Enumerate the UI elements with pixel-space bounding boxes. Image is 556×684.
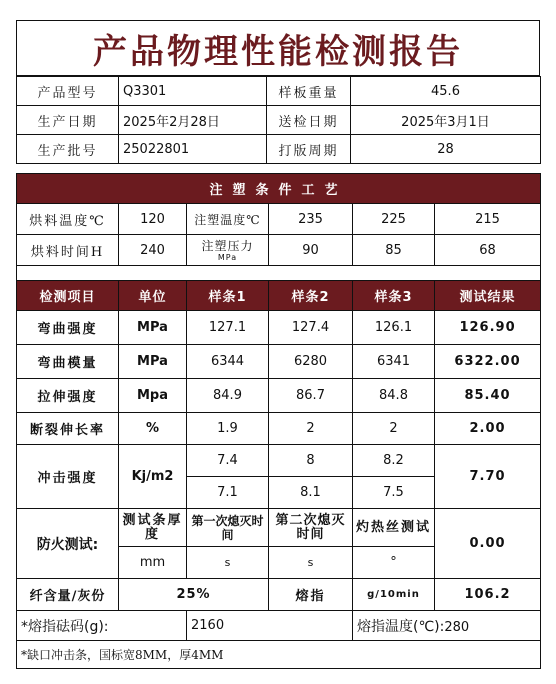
row-sample-1: 127.1 xyxy=(187,311,269,345)
impact-row-1 xyxy=(17,445,541,477)
impact-item: 冲击强度 xyxy=(17,445,119,509)
header-item: 检测项目 xyxy=(17,281,119,311)
melt-weight-value: 2160 xyxy=(187,611,353,641)
fire-first-header: 第一次熄灭时间 xyxy=(187,509,269,547)
process-banner: 注塑条件工艺 xyxy=(17,174,541,204)
header-sample-2: 样条2 xyxy=(269,281,353,311)
impact-sample-1b: 7.1 xyxy=(187,477,269,509)
dry-temp-value: 120 xyxy=(119,204,187,235)
row-sample-3: 2 xyxy=(353,413,435,445)
fiber-row xyxy=(17,579,541,611)
dry-time-value: 240 xyxy=(119,235,187,266)
date-value: 2025年2月28日 xyxy=(119,106,267,135)
impact-sample-2b: 8.1 xyxy=(269,477,353,509)
row-sample-3: 84.8 xyxy=(353,379,435,413)
row-item: 拉伸强度 xyxy=(17,379,119,413)
row-result: 126.90 xyxy=(435,311,541,345)
row-sample-2: 127.4 xyxy=(269,311,353,345)
melt-temp-cell xyxy=(353,611,541,641)
dry-time-label: 烘料时间H xyxy=(17,235,119,266)
row-sample-2: 2 xyxy=(269,413,353,445)
table-row xyxy=(17,311,541,345)
mold-temp-3: 215 xyxy=(435,204,541,235)
header-sample-3: 样条3 xyxy=(353,281,435,311)
row-sample-2: 6280 xyxy=(269,345,353,379)
fiber-label: 纤含量/灰份 xyxy=(17,579,119,611)
fire-thickness-unit: mm xyxy=(119,547,187,579)
fire-item: 防火测试: xyxy=(17,509,119,579)
batch-value: 25022801 xyxy=(119,135,267,164)
fire-glow-unit: ° xyxy=(353,547,435,579)
impact-sample-3a: 8.2 xyxy=(353,445,435,477)
weight-row xyxy=(17,611,541,641)
row-sample-3: 6341 xyxy=(353,345,435,379)
spacer-row xyxy=(17,266,541,281)
pressure-label-cell xyxy=(187,235,269,266)
melt-temp-label: 熔指温度(℃): xyxy=(357,618,445,635)
footnote: *缺口冲击条，国标宽8MM，厚4MM xyxy=(17,641,541,669)
mold-temp-1: 235 xyxy=(269,204,353,235)
results-table xyxy=(16,173,541,669)
row-sample-2: 86.7 xyxy=(269,379,353,413)
table-row xyxy=(17,345,541,379)
weight-value: 45.6 xyxy=(351,77,541,106)
pressure-2: 85 xyxy=(353,235,435,266)
dry-temp-label: 烘料温度℃ xyxy=(17,204,119,235)
melt-unit: g/10min xyxy=(353,579,435,611)
row-sample-1: 1.9 xyxy=(187,413,269,445)
row-item: 断裂伸长率 xyxy=(17,413,119,445)
fire-second-header: 第二次熄灭时间 xyxy=(269,509,353,547)
row-item: 弯曲强度 xyxy=(17,311,119,345)
row-unit: Mpa xyxy=(119,379,187,413)
header-unit: 单位 xyxy=(119,281,187,311)
model-label: 产品型号 xyxy=(17,77,119,106)
model-value: Q3301 xyxy=(119,77,267,106)
row-result: 6322.00 xyxy=(435,345,541,379)
melt-weight-label: *熔指砝码(g): xyxy=(17,611,187,641)
row-sample-3: 126.1 xyxy=(353,311,435,345)
fire-first-unit: s xyxy=(187,547,269,579)
impact-result: 7.70 xyxy=(435,445,541,509)
row-sample-1: 6344 xyxy=(187,345,269,379)
row-sample-1: 84.9 xyxy=(187,379,269,413)
note-row xyxy=(17,641,541,669)
row-unit: MPa xyxy=(119,345,187,379)
sent-label: 送检日期 xyxy=(267,106,351,135)
results-header-row xyxy=(17,281,541,311)
mold-temp-2: 225 xyxy=(353,204,435,235)
weight-label: 样板重量 xyxy=(267,77,351,106)
pressure-label: 注塑压力 xyxy=(201,238,254,253)
table-row xyxy=(17,379,541,413)
impact-sample-1a: 7.4 xyxy=(187,445,269,477)
header-sample-1: 样条1 xyxy=(187,281,269,311)
fire-thickness-header: 测试条厚度 xyxy=(119,509,187,547)
product-info-table xyxy=(16,76,541,164)
impact-unit: Kj/m2 xyxy=(119,445,187,509)
cycle-label: 打版周期 xyxy=(267,135,351,164)
melt-temp-value: 280 xyxy=(444,619,470,635)
row-unit: MPa xyxy=(119,311,187,345)
melt-value: 106.2 xyxy=(435,579,541,611)
table-row xyxy=(17,413,541,445)
cycle-value: 28 xyxy=(351,135,541,164)
impact-sample-2a: 8 xyxy=(269,445,353,477)
fire-second-unit: s xyxy=(269,547,353,579)
fiber-value: 25% xyxy=(119,579,269,611)
row-result: 2.00 xyxy=(435,413,541,445)
fire-row-1 xyxy=(17,509,541,547)
pressure-unit: MPa xyxy=(217,252,238,262)
fire-result: 0.00 xyxy=(435,509,541,579)
report-title: 产品物理性能检测报告 xyxy=(16,20,540,76)
row-unit: % xyxy=(119,413,187,445)
pressure-1: 90 xyxy=(269,235,353,266)
report-sheet xyxy=(16,20,540,668)
header-result: 测试结果 xyxy=(435,281,541,311)
melt-label: 熔指 xyxy=(269,579,353,611)
fire-glow-header: 灼热丝测试 xyxy=(353,509,435,547)
row-result: 85.40 xyxy=(435,379,541,413)
impact-sample-3b: 7.5 xyxy=(353,477,435,509)
date-label: 生产日期 xyxy=(17,106,119,135)
sent-value: 2025年3月1日 xyxy=(351,106,541,135)
row-item: 弯曲模量 xyxy=(17,345,119,379)
mold-temp-label: 注塑温度℃ xyxy=(187,204,269,235)
batch-label: 生产批号 xyxy=(17,135,119,164)
pressure-3: 68 xyxy=(435,235,541,266)
